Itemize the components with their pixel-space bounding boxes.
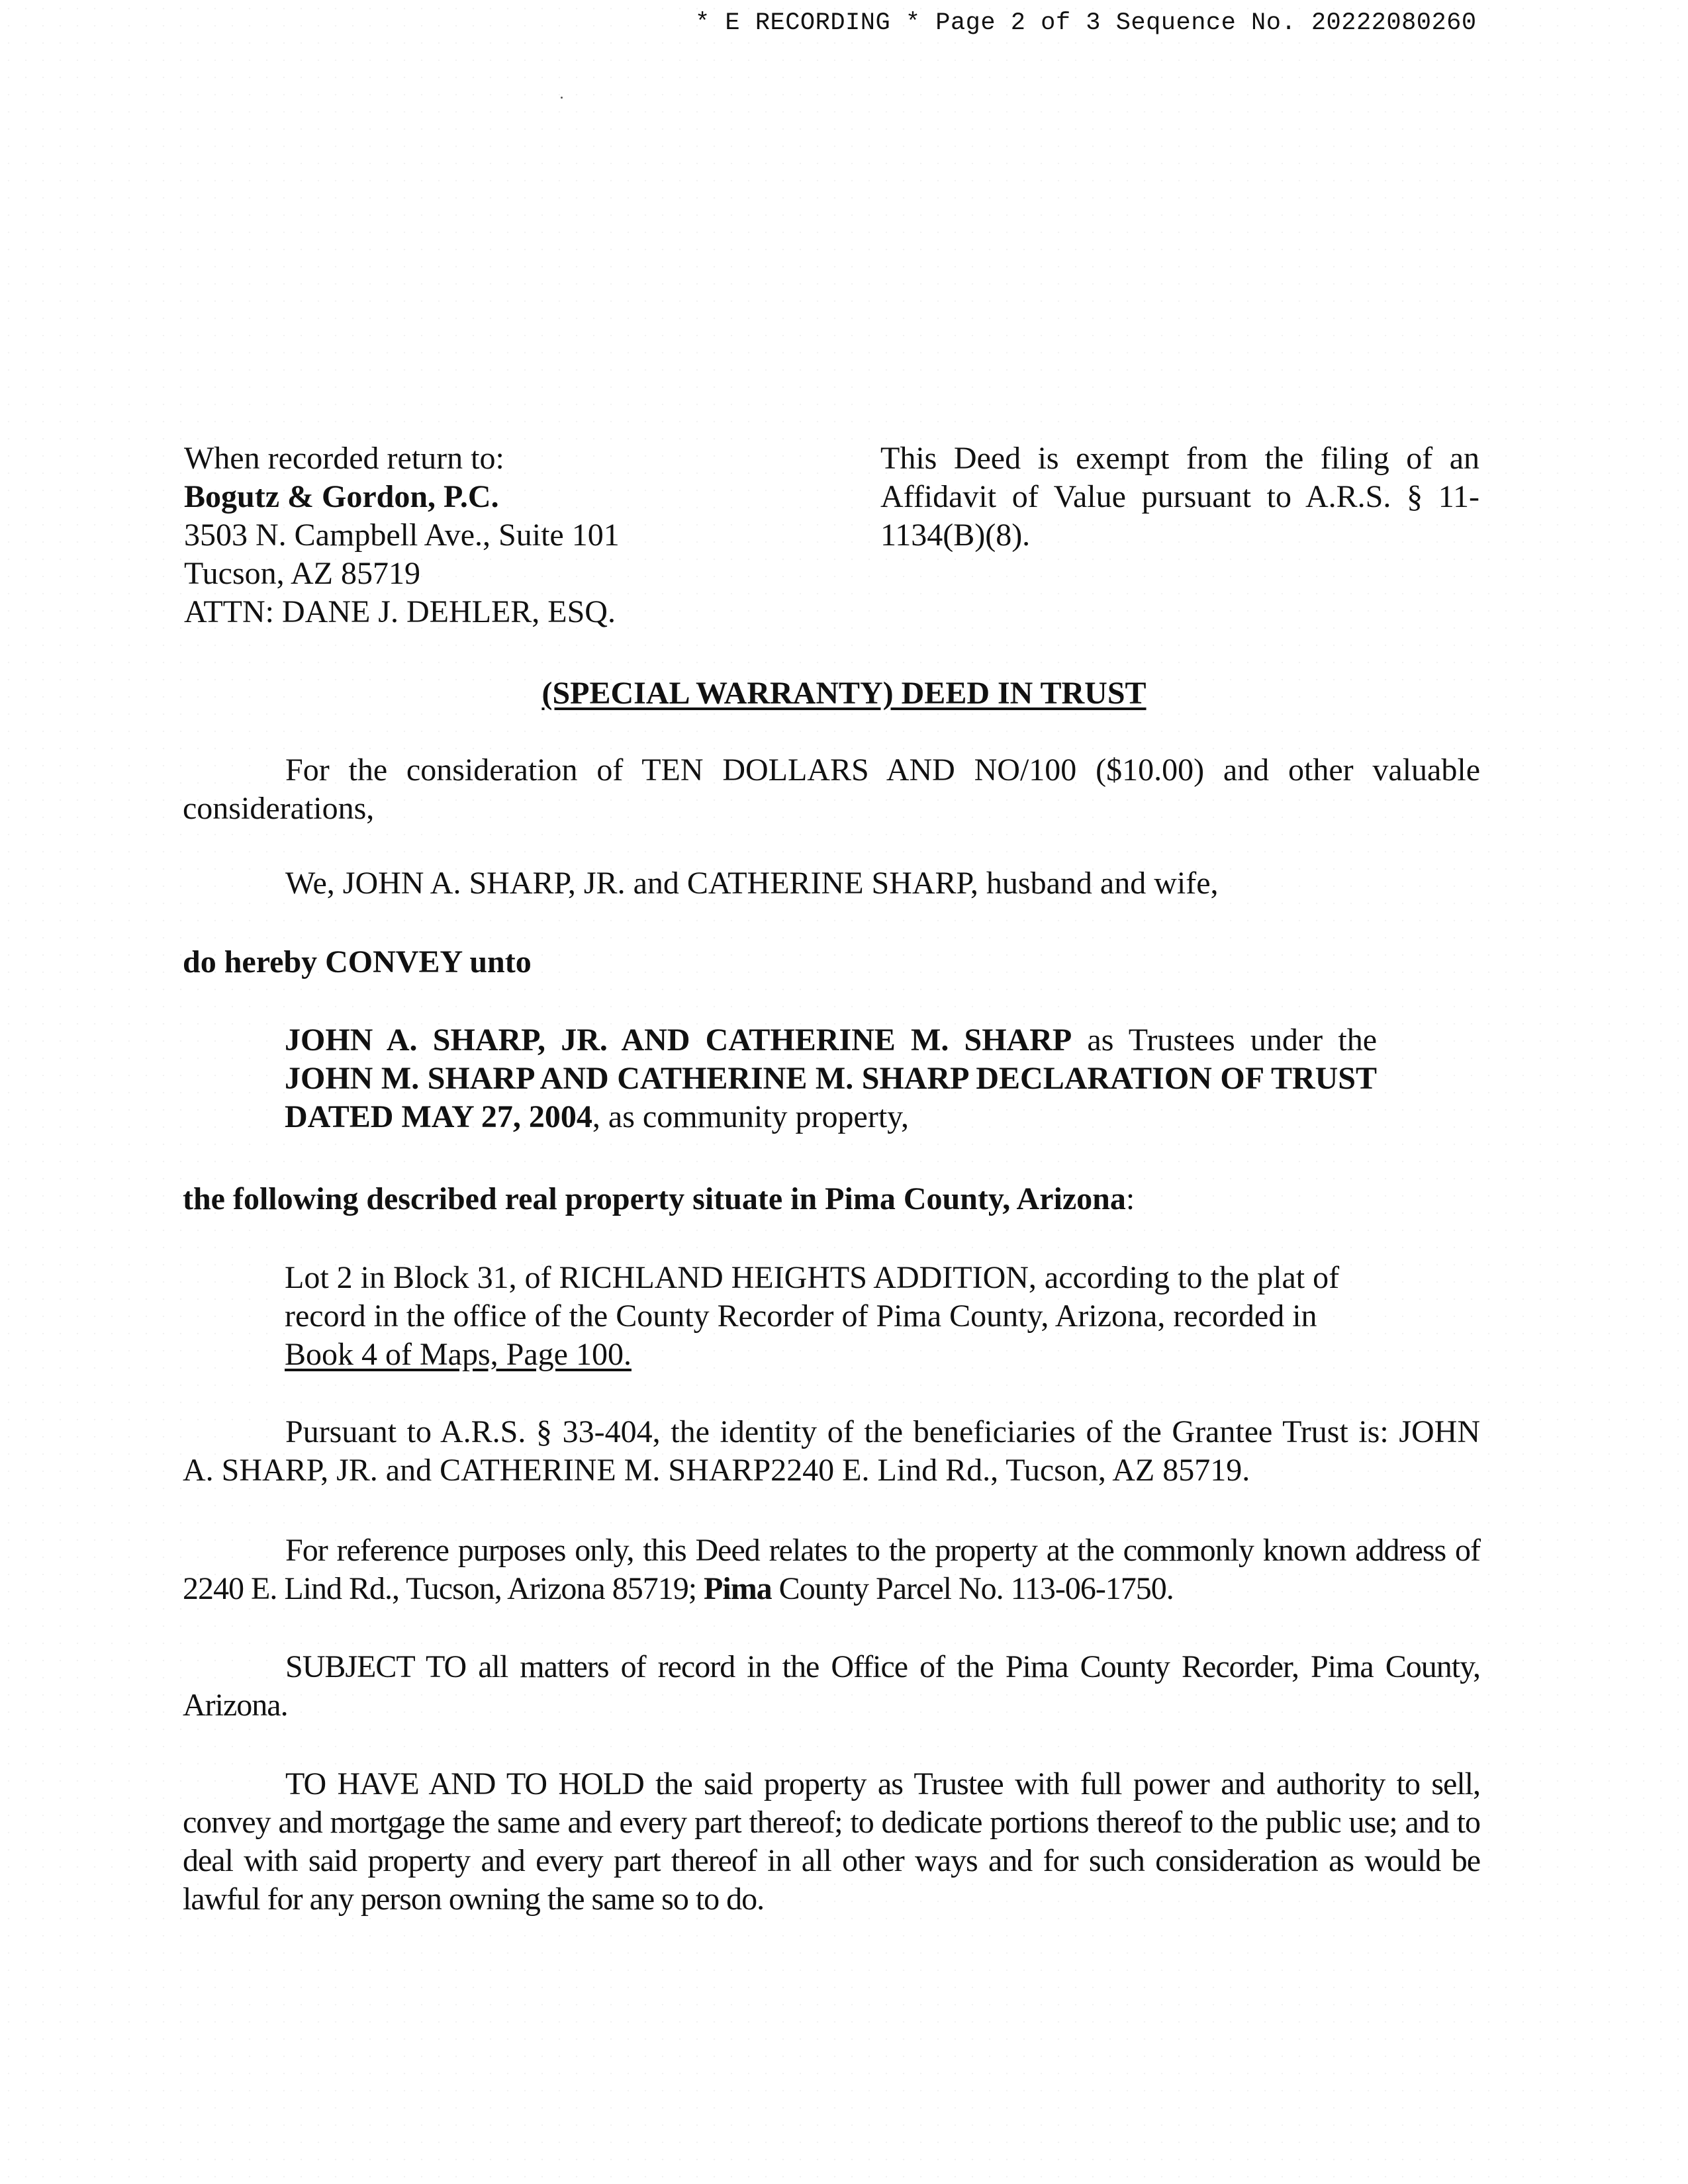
- book-reference: Book 4 of Maps, Page 100.: [285, 1337, 632, 1372]
- return-to-block: [184, 439, 753, 631]
- grantee-paragraph: [285, 1021, 1377, 1136]
- scan-mark: [561, 97, 563, 99]
- grantee-as-trustees: as Trustees under the: [1072, 1023, 1378, 1058]
- habendum-paragraph: TO HAVE AND TO HOLD the said property as Trustee with full power and authority to sell, convey and mortgage the same and every part thereof; to dedicate portions thereof to the public use; and to deal with said property and every part thereof in all other ways and for such consideration as would be lawful for any person owning the same so to do.: [183, 1766, 1480, 1917]
- subject-to-paragraph: SUBJECT TO all matters of record in the Office of the Pima County Recorder, Pima County, Arizona.: [183, 1649, 1480, 1723]
- return-to-attn: ATTN: DANE J. DEHLER, ESQ.: [184, 594, 616, 629]
- grantors-paragraph: We, JOHN A. SHARP, JR. and CATHERINE SHARP, husband and wife,: [285, 866, 1219, 901]
- return-to-address-line-2: Tucson, AZ 85719: [184, 556, 420, 591]
- property-intro: [183, 1180, 1480, 1218]
- grantee-trust-name: JOHN M. SHARP AND CATHERINE M. SHARP DECLARATION OF TRUST DATED MAY 27, 2004: [285, 1061, 1377, 1134]
- convey-clause: do hereby CONVEY unto: [183, 944, 532, 979]
- beneficiaries-paragraph: Pursuant to A.R.S. § 33-404, the identity of the beneficiaries of the Grantee Trust is: JOHN A. SHARP, JR. and CATHERINE M. SHARP2240 E. Lind Rd., Tucson, AZ 85719.: [183, 1414, 1480, 1488]
- exemption-note: This Deed is exempt from the filing of an Affidavit of Value pursuant to A.R.S. § 11-1134(B)(8).: [880, 441, 1479, 553]
- consideration-paragraph: For the consideration of TEN DOLLARS AND NO/100 ($10.00) and other valuable considerations,: [183, 752, 1480, 826]
- deed-title: (SPECIAL WARRANTY) DEED IN TRUST: [541, 676, 1147, 711]
- legal-description: [285, 1259, 1377, 1374]
- reference-paragraph: [183, 1531, 1480, 1608]
- property-intro-text: the following described real property situate in Pima County, Arizona: [183, 1181, 1126, 1216]
- grantee-suffix: , as community property,: [592, 1099, 910, 1134]
- legal-description-text: Lot 2 in Block 31, of RICHLAND HEIGHTS ADDITION, according to the plat of record in the office of the County Recorder of Pima County, Arizona, recorded in: [285, 1260, 1340, 1334]
- property-intro-colon: :: [1125, 1181, 1135, 1216]
- grantee-trustees: JOHN A. SHARP, JR. AND CATHERINE M. SHARP: [285, 1023, 1072, 1058]
- return-to-address-line-1: 3503 N. Campbell Ave., Suite 101: [184, 518, 620, 553]
- reference-county: Pima: [704, 1571, 772, 1606]
- reference-part-1: For reference purposes only, this Deed relates to the property at the commonly known address of 2240 E. Lind Rd., Tucson, Arizona 85719;: [183, 1533, 1480, 1606]
- recording-header: * E RECORDING * Page 2 of 3 Sequence No. 20222080260: [695, 9, 1477, 37]
- reference-part-2: County Parcel No. 113-06-1750.: [771, 1571, 1174, 1606]
- return-to-firm: Bogutz & Gordon, P.C.: [184, 479, 499, 514]
- return-to-label: When recorded return to:: [184, 441, 504, 476]
